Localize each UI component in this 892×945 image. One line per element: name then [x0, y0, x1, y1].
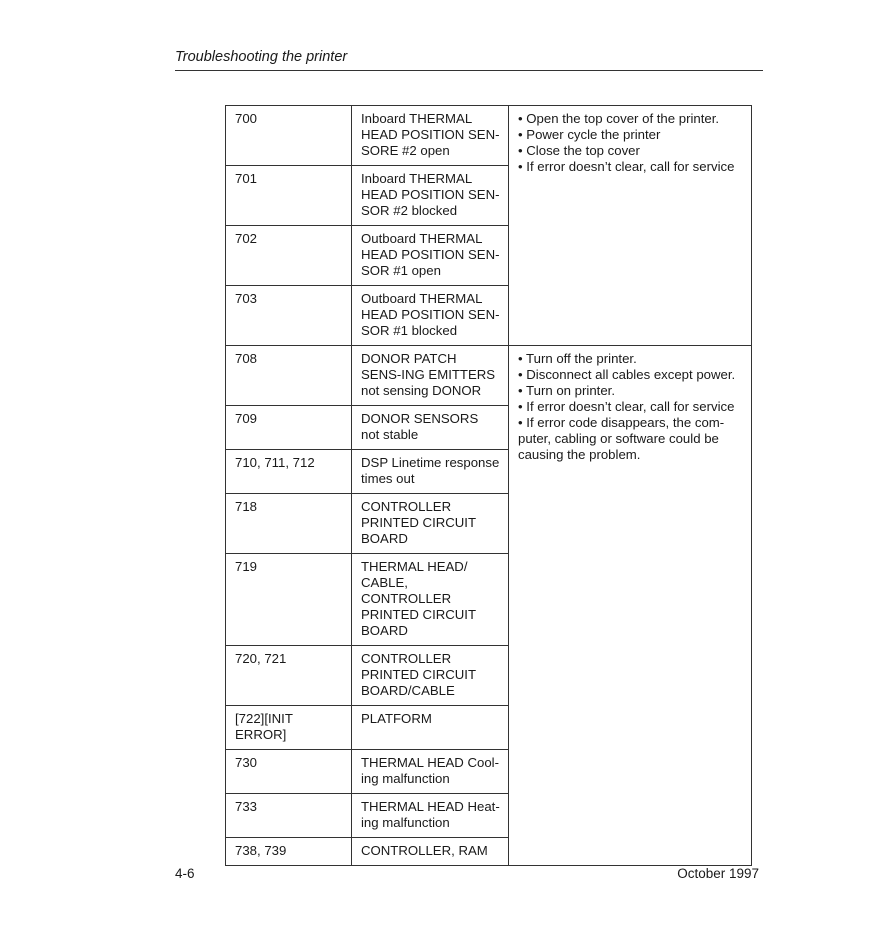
- error-description: THERMAL HEAD/ CABLE, CONTROLLER PRINTED CIRCUIT BOARD: [352, 554, 509, 646]
- table-row: [226, 346, 752, 406]
- action-item: • If error doesn’t clear, call for service: [518, 399, 735, 414]
- error-code: 730: [226, 750, 352, 794]
- error-description: Outboard THERMAL HEAD POSITION SEN-SOR #1 blocked: [352, 286, 509, 346]
- error-description: Outboard THERMAL HEAD POSITION SEN-SOR #1 open: [352, 226, 509, 286]
- action-item: • Power cycle the printer: [518, 127, 661, 142]
- error-description: PLATFORM: [352, 706, 509, 750]
- action-item: • Open the top cover of the printer.: [518, 111, 720, 126]
- table-row: [226, 106, 752, 166]
- error-description: Inboard THERMAL HEAD POSITION SEN-SORE #2 open: [352, 106, 509, 166]
- action-item: • Close the top cover: [518, 143, 640, 158]
- error-code: 738, 739: [226, 838, 352, 866]
- action-item: • Disconnect all cables except power.: [518, 367, 736, 382]
- page-header-title: Troubleshooting the printer: [175, 49, 348, 65]
- error-code: 720, 721: [226, 646, 352, 706]
- error-code: [722][INIT ERROR]: [226, 706, 352, 750]
- error-description: Inboard THERMAL HEAD POSITION SEN-SOR #2 blocked: [352, 166, 509, 226]
- error-description: DONOR PATCH SENS-ING EMITTERS not sensing DONOR: [352, 346, 509, 406]
- error-description: CONTROLLER, RAM: [352, 838, 509, 866]
- error-code: 708: [226, 346, 352, 406]
- action-item: • Turn on printer.: [518, 383, 615, 398]
- publication-date: October 1997: [677, 866, 759, 881]
- error-description: CONTROLLER PRINTED CIRCUIT BOARD: [352, 494, 509, 554]
- action-cell-a: [509, 106, 752, 346]
- error-code: 700: [226, 106, 352, 166]
- error-description: THERMAL HEAD Heat-ing malfunction: [352, 794, 509, 838]
- action-cell-b: [509, 346, 752, 866]
- error-code: 718: [226, 494, 352, 554]
- error-code: 702: [226, 226, 352, 286]
- error-code: 733: [226, 794, 352, 838]
- error-code: 719: [226, 554, 352, 646]
- error-code-table: [225, 105, 752, 866]
- error-description: DSP Linetime response times out: [352, 450, 509, 494]
- error-description: CONTROLLER PRINTED CIRCUIT BOARD/CABLE: [352, 646, 509, 706]
- action-item: • If error doesn’t clear, call for service: [518, 159, 735, 174]
- header-rule: [175, 70, 763, 71]
- error-description: DONOR SENSORS not stable: [352, 406, 509, 450]
- action-item: • Turn off the printer.: [518, 351, 637, 366]
- error-code: 701: [226, 166, 352, 226]
- error-code: 709: [226, 406, 352, 450]
- action-item: • If error code disappears, the com-puter, cabling or software could be causing the problem.: [518, 415, 725, 462]
- error-code: 703: [226, 286, 352, 346]
- page-number: 4-6: [175, 866, 195, 881]
- error-code: 710, 711, 712: [226, 450, 352, 494]
- error-description: THERMAL HEAD Cool-ing malfunction: [352, 750, 509, 794]
